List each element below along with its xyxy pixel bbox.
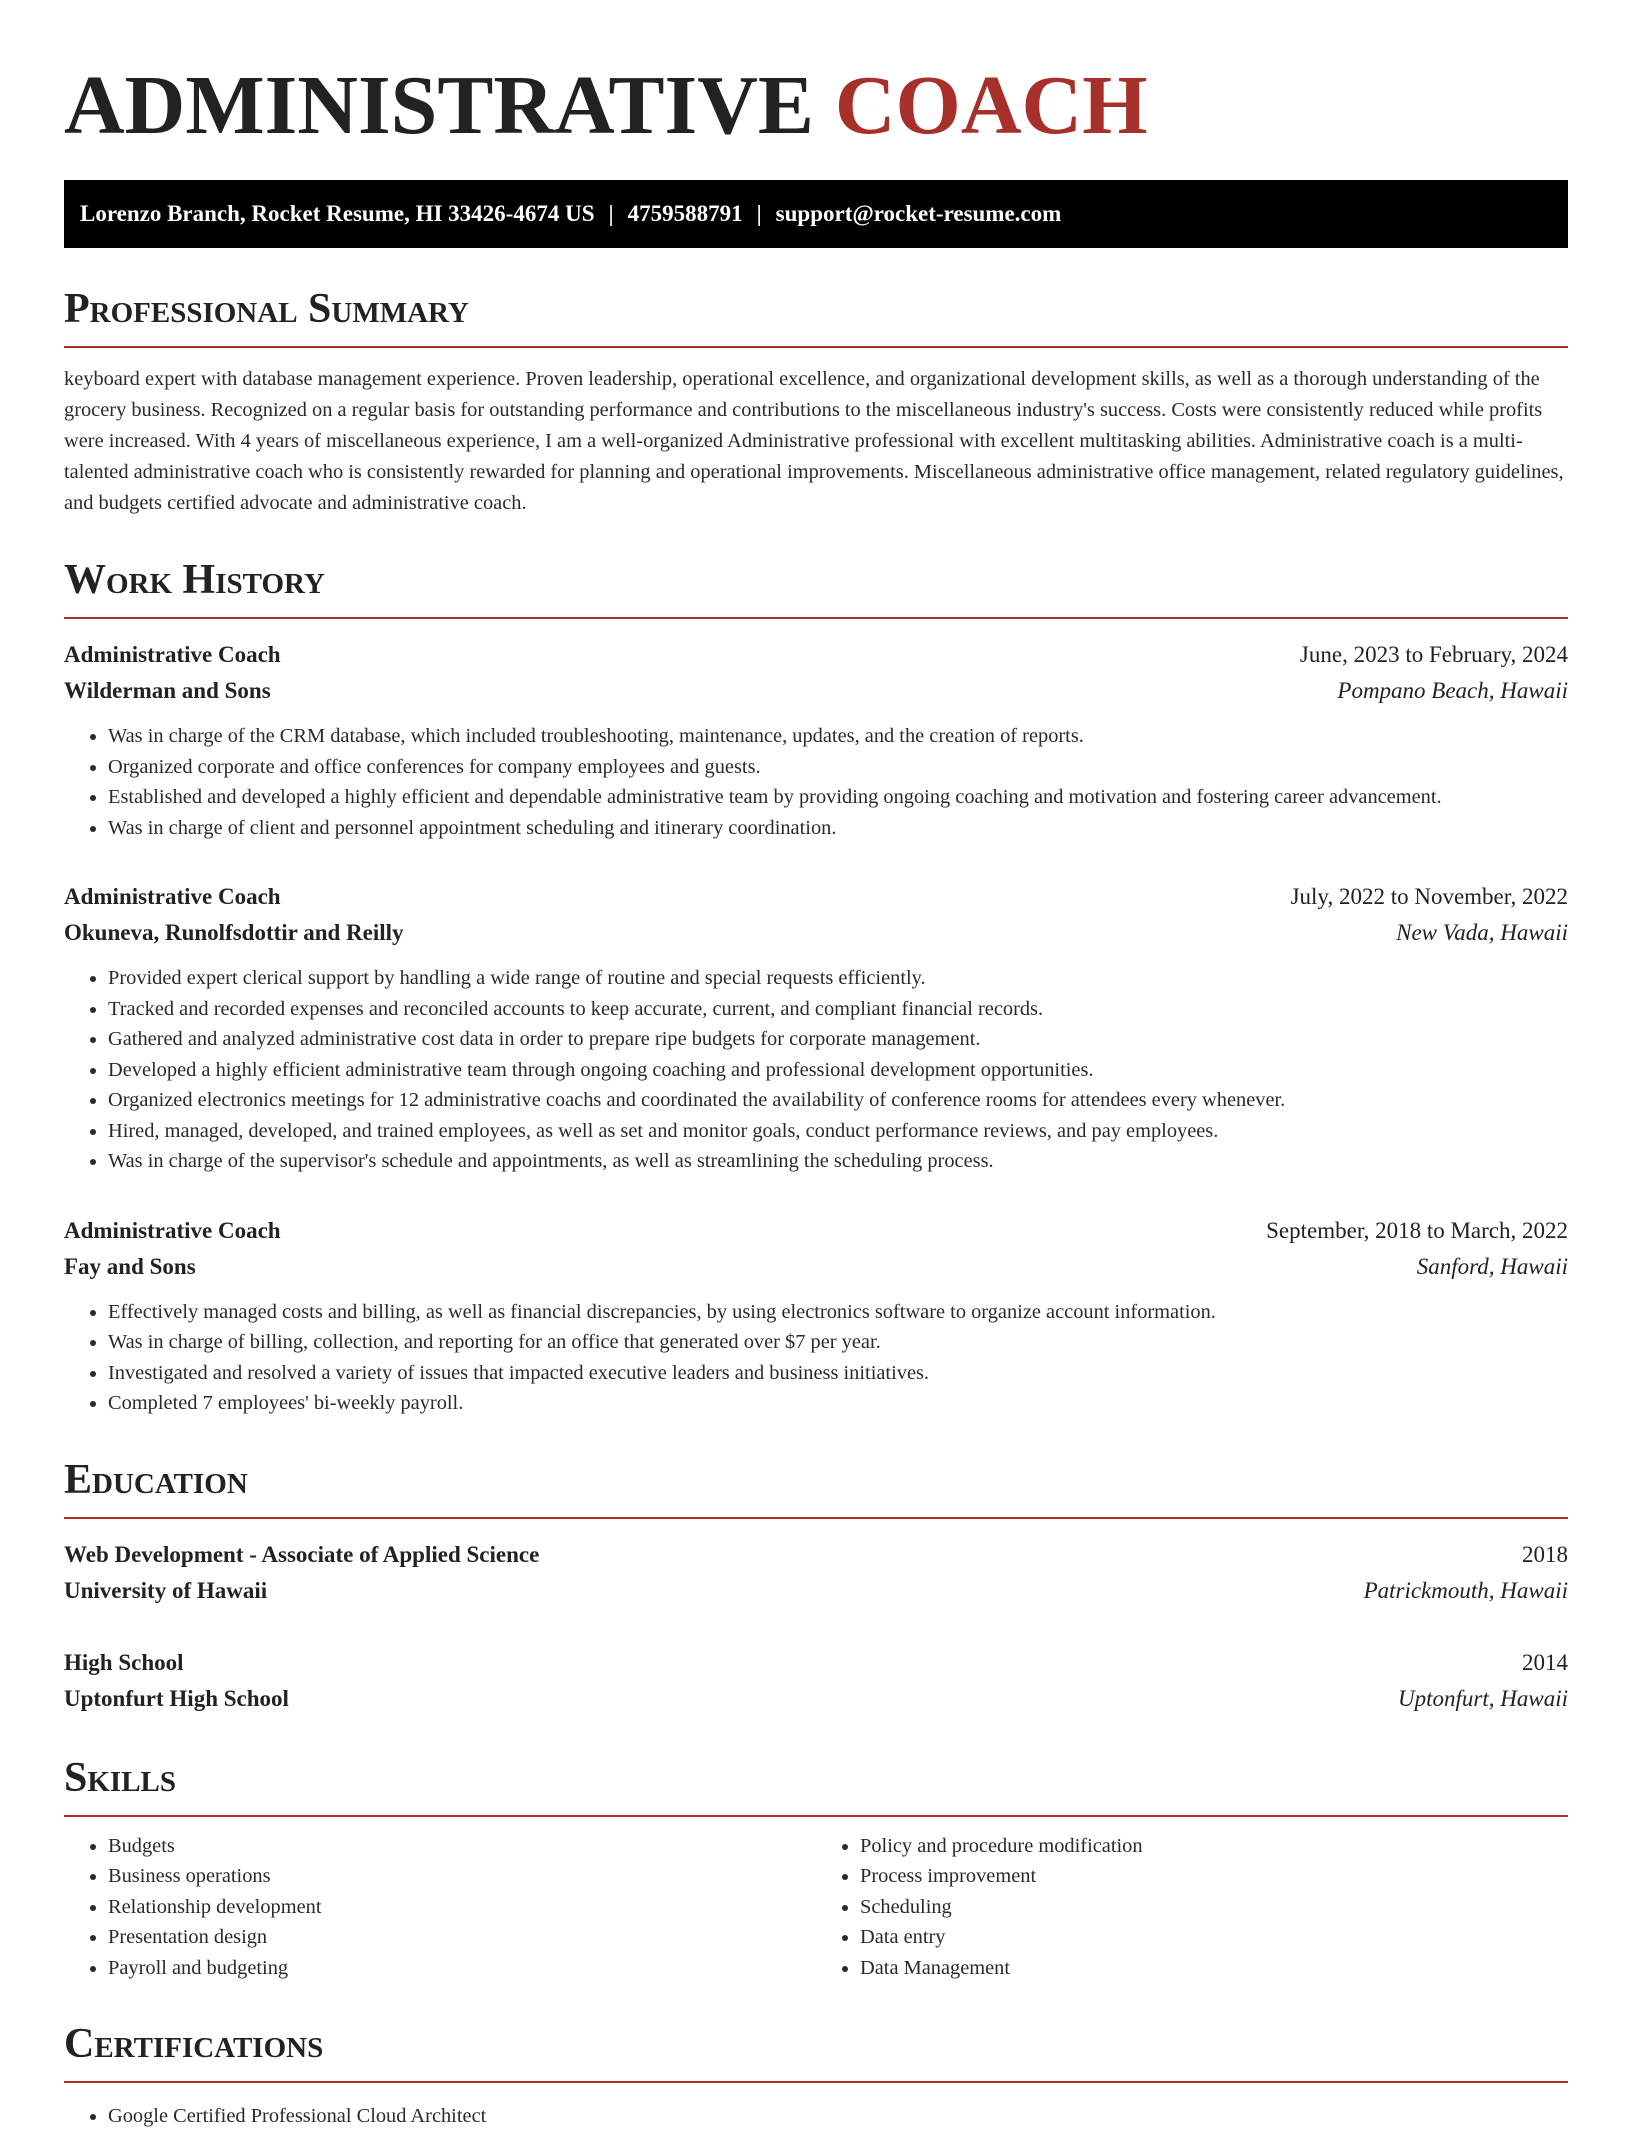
job-title: Administrative Coach: [64, 884, 281, 909]
education-school: University of Hawaii: [64, 1577, 268, 1603]
education-location: Patrickmouth, Hawaii: [1363, 1577, 1568, 1603]
job-bullets: [64, 963, 1568, 1177]
section-heading-summary: Professional Summary: [64, 288, 1568, 348]
job-bullet: • Investigated and resolved a variety of issues that impacted executive leaders and business initiatives.: [108, 1358, 1568, 1389]
skills-list-left: [64, 1831, 816, 1984]
education-entry: [64, 1537, 1568, 1609]
education-year: 2018: [1522, 1541, 1568, 1567]
job-bullet: • Established and developed a highly efficient and dependable administrative team by providing ongoing coaching and motivation and fostering career advancement.: [108, 782, 1568, 813]
job-company: Okuneva, Runolfsdottir and Reilly: [64, 920, 404, 945]
title-main: ADMINISTRATIVE: [64, 59, 814, 152]
education-school: Uptonfurt High School: [64, 1685, 289, 1711]
contact-phone: 4759588791: [627, 201, 743, 226]
job-location: Pompano Beach, Hawaii: [1337, 678, 1568, 703]
job-bullet: • Was in charge of client and personnel appointment scheduling and itinerary coordination.: [108, 813, 1568, 844]
education-school-row: [64, 1573, 1568, 1609]
contact-separator: |: [756, 201, 762, 226]
job-header-row: [64, 879, 1568, 915]
resume-title: [64, 56, 1568, 152]
section-heading-education: Education: [64, 1459, 1568, 1519]
education-year: 2014: [1522, 1649, 1568, 1675]
job-bullet: • Organized electronics meetings for 12 administrative coachs and coordinated the availability of conference rooms for attendees every whenever.: [108, 1085, 1568, 1116]
job-dates: June, 2023 to February, 2024: [1299, 642, 1568, 667]
job-header-row: [64, 637, 1568, 673]
job-location: New Vada, Hawaii: [1396, 920, 1568, 945]
job-bullet: • Effectively managed costs and billing, as well as financial discrepancies, by using electronics software to organize account information.: [108, 1297, 1568, 1328]
contact-separator: |: [608, 201, 614, 226]
section-heading-certifications: Certifications: [64, 2023, 1568, 2083]
education-location: Uptonfurt, Hawaii: [1398, 1685, 1568, 1711]
skill-item: • Scheduling: [860, 1892, 1568, 1923]
education-degree: Web Development - Associate of Applied Science: [64, 1541, 540, 1567]
skill-item: • Budgets: [108, 1831, 816, 1862]
education-header-row: [64, 1537, 1568, 1573]
skill-item: • Payroll and budgeting: [108, 1953, 816, 1984]
education-degree: High School: [64, 1649, 184, 1675]
skill-item: • Process improvement: [860, 1861, 1568, 1892]
job-header-row: [64, 1213, 1568, 1249]
job-bullet: • Organized corporate and office conferences for company employees and guests.: [108, 752, 1568, 783]
skill-item: • Data Management: [860, 1953, 1568, 1984]
job-dates: September, 2018 to March, 2022: [1266, 1217, 1568, 1243]
job-title: Administrative Coach: [64, 642, 281, 667]
summary-section: [64, 288, 1568, 519]
skills-columns: [64, 1831, 1568, 1984]
section-heading-skills: Skills: [64, 1757, 1568, 1817]
job-location: Sanford, Hawaii: [1416, 1253, 1568, 1279]
job-bullets: [64, 1297, 1568, 1419]
skill-item: • Policy and procedure modification: [860, 1831, 1568, 1862]
job-bullet: • Was in charge of billing, collection, and reporting for an office that generated over $7 per year.: [108, 1327, 1568, 1358]
job-company-row: [64, 915, 1568, 951]
job-title: Administrative Coach: [64, 1217, 281, 1243]
skills-section: [64, 1754, 1568, 1984]
job-bullet: • Provided expert clerical support by handling a wide range of routine and special requests efficiently.: [108, 963, 1568, 994]
contact-bar: [64, 180, 1568, 248]
skill-item: • Business operations: [108, 1861, 816, 1892]
job-bullet: • Tracked and recorded expenses and reconciled accounts to keep accurate, current, and compliant financial records.: [108, 994, 1568, 1025]
job-entry: [64, 1213, 1568, 1419]
skills-list-right: [816, 1831, 1568, 1984]
job-bullet: • Gathered and analyzed administrative cost data in order to prepare ripe budgets for corporate management.: [108, 1024, 1568, 1055]
contact-email: support@rocket-resume.com: [775, 201, 1062, 226]
certification-item: • Google Certified Professional Cloud Architect: [108, 2101, 1568, 2132]
job-company: Wilderman and Sons: [64, 678, 271, 703]
job-company-row: [64, 1249, 1568, 1285]
job-bullet: • Was in charge of the supervisor's schedule and appointments, as well as streamlining the scheduling process.: [108, 1146, 1568, 1177]
skill-item: • Data entry: [860, 1922, 1568, 1953]
job-entry: [64, 879, 1568, 1177]
job-dates: July, 2022 to November, 2022: [1290, 884, 1568, 909]
education-section: [64, 1456, 1568, 1717]
skill-item: • Relationship development: [108, 1892, 816, 1923]
job-bullet: • Developed a highly efficient administrative team through ongoing coaching and professional development opportunities.: [108, 1055, 1568, 1086]
education-school-row: [64, 1681, 1568, 1717]
job-entry: [64, 637, 1568, 843]
skill-item: • Presentation design: [108, 1922, 816, 1953]
education-entry: [64, 1645, 1568, 1717]
title-accent: COACH: [834, 59, 1148, 152]
certifications-list: [64, 2101, 1568, 2132]
job-bullets: [64, 721, 1568, 843]
job-bullet: • Completed 7 employees' bi-weekly payroll.: [108, 1388, 1568, 1419]
summary-text: keyboard expert with database management experience. Proven leadership, operational excellence, and organizational development skills, as well as a thorough understanding of the grocery business. Recognized on a regular basis for outstanding performance and contributions to the miscellaneous industry's success. Costs were consistently reduced while profits were increased. With 4 years of miscellaneous experience, I am a well-organized Administrative professional with excellent multitasking abilities. Administrative coach is a multi-talented administrative coach who is consistently rewarded for planning and operational improvements. Miscellaneous administrative office management, related regulatory guidelines, and budgets certified advocate and administrative coach.: [64, 368, 1564, 514]
contact-address: Lorenzo Branch, Rocket Resume, HI 33426-4674 US: [80, 201, 595, 226]
job-company: Fay and Sons: [64, 1253, 196, 1279]
work-history-section: [64, 559, 1568, 1419]
job-bullet: • Was in charge of the CRM database, which included troubleshooting, maintenance, updates, and the creation of reports.: [108, 721, 1568, 752]
certifications-section: [64, 2023, 1568, 2132]
section-heading-work: Work History: [64, 559, 1568, 619]
job-bullet: • Hired, managed, developed, and trained employees, as well as set and monitor goals, conduct performance reviews, and pay employees.: [108, 1116, 1568, 1147]
job-company-row: [64, 673, 1568, 709]
education-header-row: [64, 1645, 1568, 1681]
